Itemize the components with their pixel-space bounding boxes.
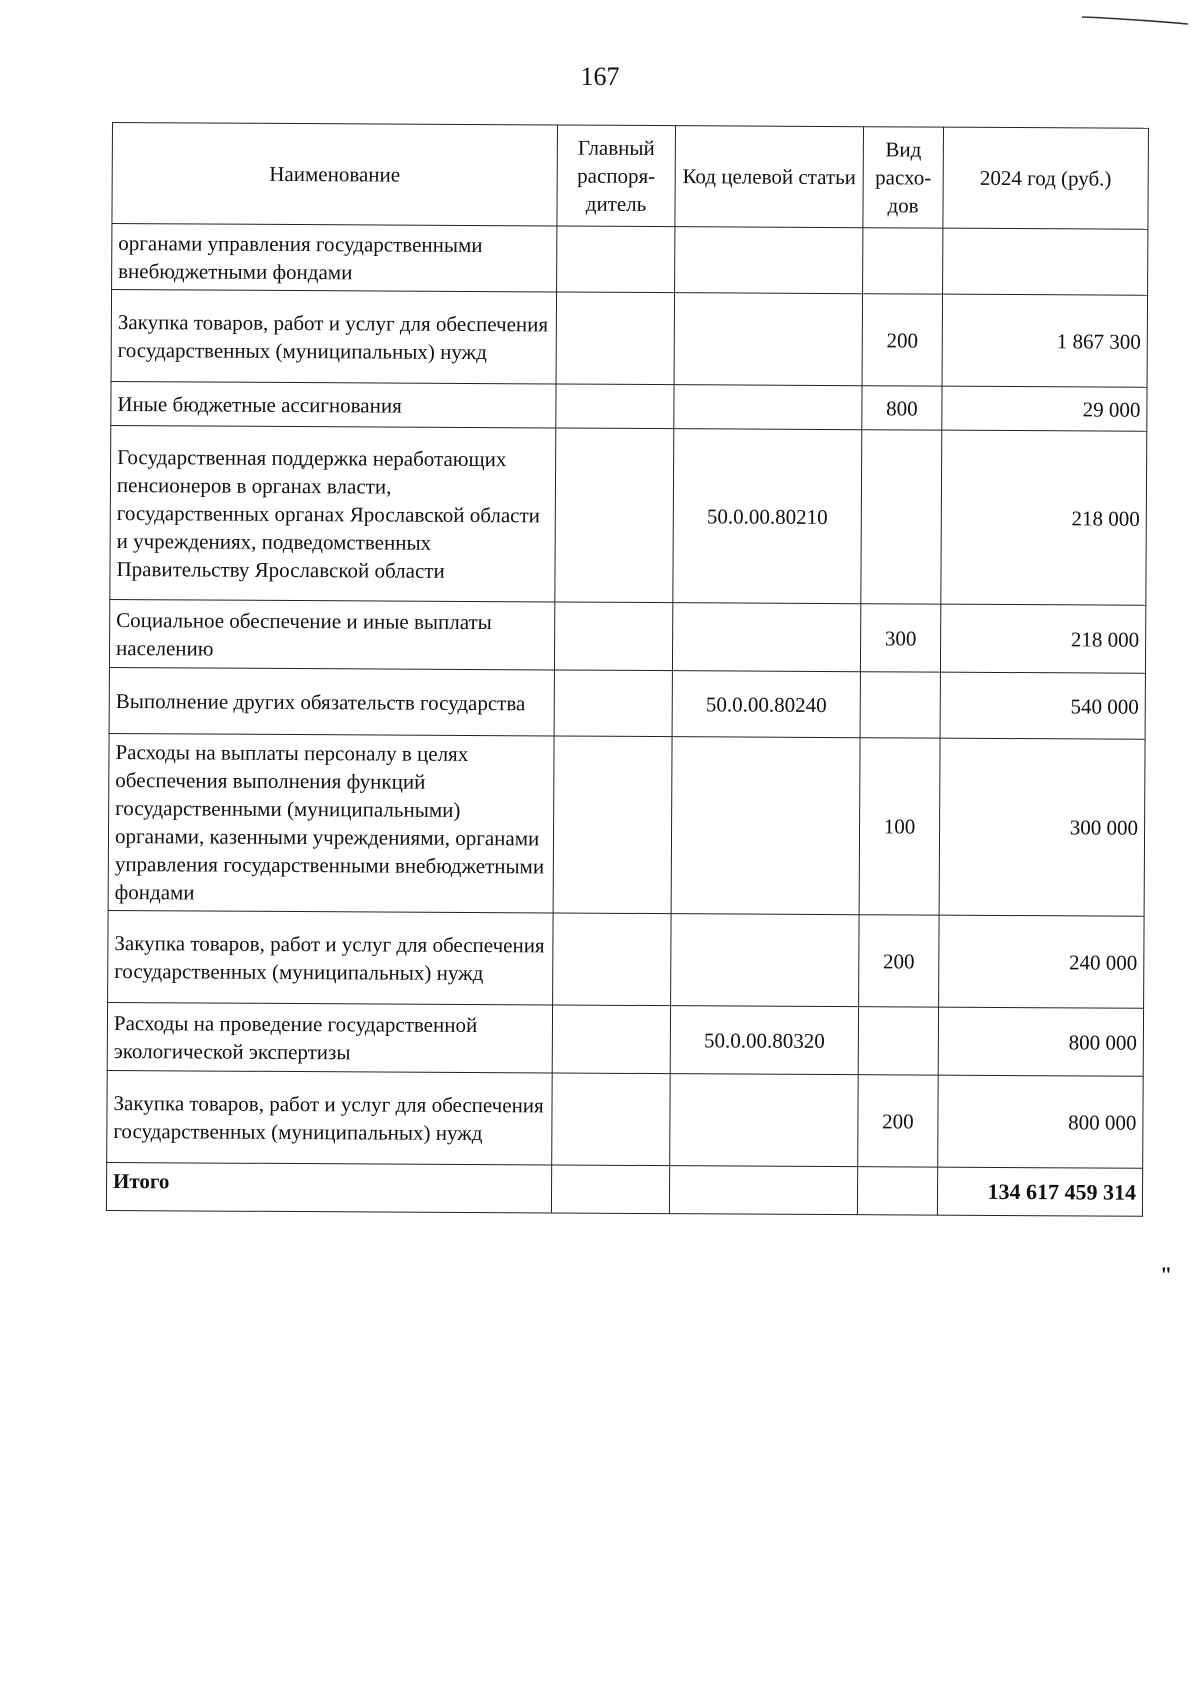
cell-grbs (553, 913, 672, 1006)
total-sum: 134 617 459 314 (937, 1167, 1142, 1216)
cell-grbs (556, 292, 675, 385)
cell-code (674, 293, 863, 386)
header-code: Код целевой статьи (675, 126, 864, 228)
total-label: Итого (106, 1162, 551, 1212)
cell-code (672, 603, 860, 672)
cell-grbs (554, 670, 672, 737)
cell-sum: 218 000 (941, 430, 1147, 605)
cell-code (670, 1074, 859, 1167)
cell-grbs (556, 384, 674, 429)
scan-pen-mark (1080, 14, 1190, 28)
cell-vid (863, 228, 943, 294)
cell-grbs (553, 736, 672, 914)
cell-sum: 800 000 (938, 1007, 1143, 1076)
cell-vid: 800 (862, 386, 942, 430)
budget-table (106, 122, 1149, 1217)
cell-sum (943, 228, 1148, 295)
cell-sum: 800 000 (938, 1075, 1144, 1168)
cell-name: Социальное обеспечение и иные выплаты населению (109, 599, 554, 669)
table-row (111, 381, 1147, 431)
table-row (108, 910, 1144, 1008)
cell-code: 50.0.00.80240 (672, 671, 860, 738)
cell-vid: 300 (860, 604, 940, 672)
table-row (109, 667, 1145, 739)
cell-vid: 200 (858, 1075, 939, 1167)
table-row (108, 733, 1145, 916)
cell-name: Государственная поддержка неработающих пенсионеров в органах власти, государственных органах Ярославской области и учреждениях, подведомственных Правительству Ярославской области (110, 425, 556, 601)
table-row (111, 290, 1147, 388)
cell-sum: 218 000 (940, 604, 1145, 673)
header-sum: 2024 год (руб.) (943, 127, 1149, 229)
cell-sum: 240 000 (939, 915, 1145, 1008)
cell-code (669, 1166, 857, 1215)
closing-quote-mark: " (1160, 1262, 1173, 1287)
cell-code (671, 914, 860, 1007)
page-number: 167 (580, 62, 620, 91)
cell-code (671, 737, 860, 915)
cell-vid: 200 (859, 915, 940, 1007)
table-row (109, 599, 1145, 673)
cell-sum: 1 867 300 (942, 294, 1148, 387)
header-vid: Вид расхо-дов (863, 127, 944, 228)
cell-name: Расходы на проведение государственной экологической экспертизы (107, 1002, 552, 1072)
cell-name: органами управления государственными внебюджетными фондами (112, 224, 557, 292)
table-row (107, 1002, 1143, 1076)
cell-vid: 200 (862, 294, 943, 386)
cell-name: Расходы на выплаты персоналу в целях обеспечения выполнения функций государственными (муниципальными) органами, казенными учреждениями, органами управления государственными внебюджетными фондами (108, 733, 554, 912)
table-row (110, 425, 1147, 605)
cell-vid (860, 672, 940, 738)
cell-code (674, 385, 862, 430)
cell-sum: 300 000 (939, 738, 1145, 916)
cell-sum: 29 000 (942, 386, 1147, 431)
cell-grbs (555, 428, 674, 603)
cell-grbs (554, 602, 672, 671)
cell-vid (857, 1167, 937, 1215)
cell-grbs (551, 1165, 669, 1214)
cell-vid (858, 1007, 938, 1075)
cell-name: Иные бюджетные ассигнования (111, 381, 556, 427)
cell-grbs (552, 1005, 670, 1074)
cell-grbs (557, 226, 675, 293)
cell-sum: 540 000 (940, 672, 1145, 739)
cell-name: Закупка товаров, работ и услуг для обеспечения государственных (муниципальных) нужд (111, 290, 557, 384)
cell-name: Закупка товаров, работ и услуг для обеспечения государственных (муниципальных) нужд (107, 1070, 553, 1164)
table-row (112, 224, 1148, 296)
total-row (106, 1162, 1142, 1216)
cell-name: Выполнение других обязательств государства (109, 667, 554, 735)
header-grbs: Главный распоря-дитель (557, 125, 676, 227)
cell-grbs (552, 1073, 671, 1166)
table-row (107, 1070, 1143, 1168)
cell-code (675, 227, 863, 294)
cell-vid: 100 (859, 738, 940, 915)
table-header-row (112, 123, 1149, 230)
cell-code: 50.0.00.80210 (673, 429, 862, 604)
cell-name: Закупка товаров, работ и услуг для обеспечения государственных (муниципальных) нужд (108, 910, 554, 1004)
cell-code: 50.0.00.80320 (670, 1006, 858, 1075)
cell-vid (861, 430, 942, 604)
header-name: Наименование (112, 123, 558, 226)
